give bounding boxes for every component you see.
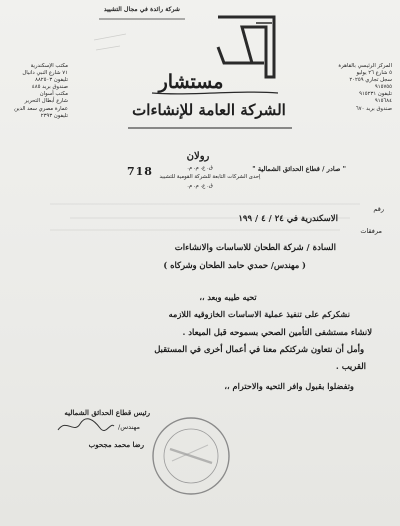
- head-office-line: ٥ شارع ٢٦ يوليو: [356, 70, 392, 77]
- subsidiary-line: إحدى الشركات التابعة للشركة القومية للتشييد: [159, 174, 261, 180]
- branch-line: ٧١ شارع النبي دانيال: [22, 70, 68, 77]
- logo-text: مستشار: [158, 71, 224, 93]
- header-marks: [90, 30, 130, 60]
- head-office-line: ٩١٥٦٨٤: [374, 98, 392, 105]
- code-lines-2: ق. ع. م. م.: [187, 183, 213, 189]
- signature-scribble: [56, 416, 116, 436]
- stamp-title: رولان: [186, 151, 210, 162]
- head-office-line: تليفون ٩١٥٢٣١: [359, 91, 392, 98]
- head-office-block: [326, 63, 392, 113]
- head-office-line: سجل تجاري ٢٠٢٥٩: [349, 77, 392, 84]
- official-seal: [150, 415, 232, 497]
- head-office-line: المركز الرئيسي بالقاهرة: [338, 63, 392, 69]
- branch-line: صندوق بريد ٤٨٥: [31, 84, 68, 91]
- code-lines: ق. ع. م. م.: [187, 165, 213, 171]
- head-office-line: صندوق بريد ٦٧٠: [355, 105, 392, 112]
- branch-line: مكتب أسوان: [39, 91, 68, 98]
- branch-line: مكتب الإسكندرية: [30, 63, 68, 69]
- top-slogan: [97, 6, 187, 16]
- branch-line: عمارة مصري سعد الدين: [14, 105, 68, 112]
- branch-line: تليفون ٢٣٩٣: [40, 112, 68, 119]
- signature-name: رضا محمد مجحوب: [88, 440, 144, 449]
- attachments-label: مرفقات: [360, 227, 382, 235]
- engineer-label: مهندس/: [118, 423, 140, 431]
- number-label: رقم: [373, 205, 384, 213]
- greeting: تحيه طيبه وبعد ،،: [199, 292, 257, 302]
- date-line: الاسكندرية في ٢٤ / ٤ / ١٩٩: [238, 214, 338, 224]
- closing-line: وتفضلوا بقبول وافر التحيه والاحترام ،،: [224, 381, 354, 391]
- outgoing-label: " صادر / قطاع الحدائق الشمالية ": [252, 165, 346, 173]
- head-office-line: ٩١٥٧٥٥: [374, 84, 392, 91]
- branch-offices-block: [6, 63, 68, 120]
- body-line: وأمل أن نتعاون شركتكم معنا في أعمال أخرى في المستقبل: [154, 344, 364, 354]
- body-line: القريب .: [335, 361, 366, 371]
- branch-line: شارع أبطال التحرير: [24, 98, 68, 105]
- branch-line: تليفون ٨٨٢٥٠٣: [35, 77, 68, 84]
- top-slogan-text: شركة رائدة في مجال التشييد: [103, 6, 181, 13]
- body-line: نشكركم على تنفيذ عملية الاساسات الخازوقيه اللازمه: [168, 309, 350, 319]
- logo-underline: [150, 89, 280, 97]
- signature-title: رئيس قطاع الحدائق الشماليه: [64, 408, 150, 417]
- addressee: السادة / شركة الطحان للاساسات والانشاءات: [174, 243, 336, 253]
- ref-number: 718: [127, 165, 153, 178]
- addressee-sub: ( مهندس/ حمدي حامد الطحان وشركاه ): [163, 260, 306, 270]
- body-line: لانشاء مستشفى التأمين الصحي بسموحه قبل الميعاد .: [182, 327, 372, 337]
- company-name: الشركة العامة للإنشاءات: [132, 101, 286, 119]
- company-name-line: [128, 126, 292, 130]
